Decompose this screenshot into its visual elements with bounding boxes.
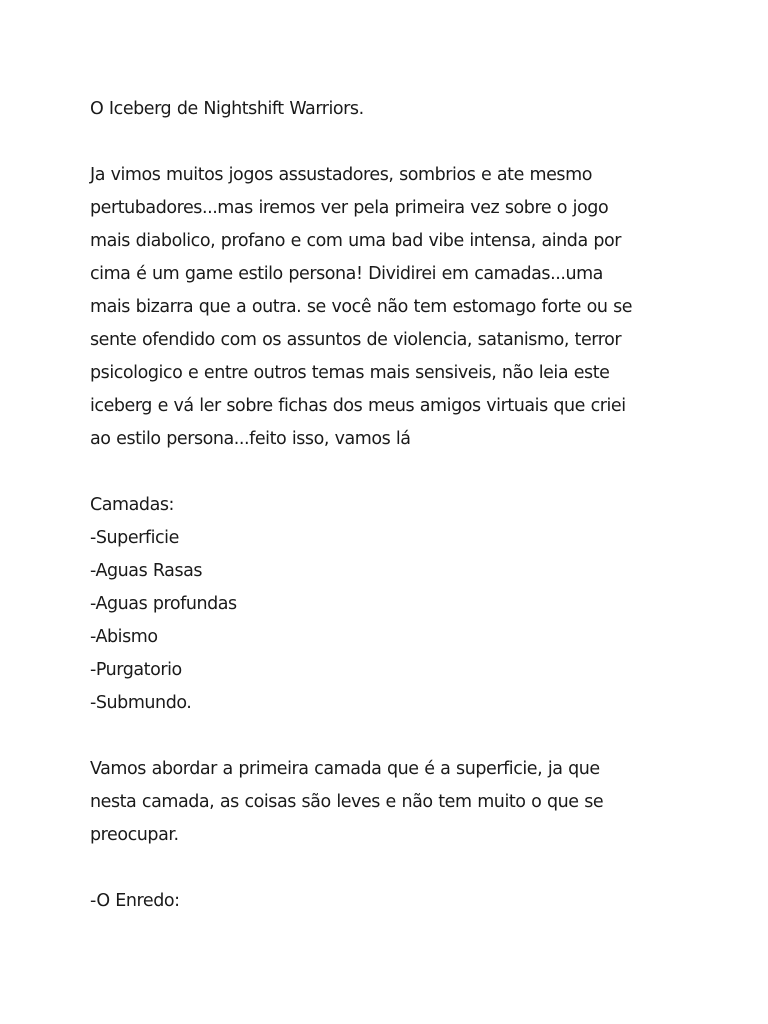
intro-line: iceberg e vá ler sobre fichas dos meus amigos virtuais que criei <box>90 396 626 416</box>
paragraph-gap <box>90 852 690 885</box>
list-item: -Aguas profundas <box>90 594 237 614</box>
list-item: -Aguas Rasas <box>90 561 203 581</box>
intro-line: cima é um game estilo persona! Dividirei em camadas...uma <box>90 264 603 284</box>
intro-line: mais diabolico, profano e com uma bad vibe intensa, ainda por <box>90 231 621 251</box>
paragraph-gap <box>90 126 690 159</box>
intro-line: sente ofendido com os assuntos de violencia, satanismo, terror <box>90 330 622 350</box>
list-item: -Superficie <box>90 528 179 548</box>
list-item: -Submundo. <box>90 693 192 713</box>
document-title: O Iceberg de Nightshift Warriors. <box>90 99 364 119</box>
list-item: -Purgatorio <box>90 660 182 680</box>
document-page <box>90 93 690 918</box>
intro-line: psicologico e entre outros temas mais sensiveis, não leia este <box>90 363 610 383</box>
section-line: preocupar. <box>90 825 179 845</box>
intro-line: ao estilo persona...feito isso, vamos lá <box>90 429 411 449</box>
section-line: nesta camada, as coisas são leves e não tem muito o que se <box>90 792 604 812</box>
intro-line: Ja vimos muitos jogos assustadores, sombrios e ate mesmo <box>90 165 592 185</box>
section-paragraph <box>90 753 690 852</box>
list-item: -Abismo <box>90 627 158 647</box>
intro-line: pertubadores...mas iremos ver pela primeira vez sobre o jogo <box>90 198 609 218</box>
layers-heading: Camadas: <box>90 495 174 515</box>
layers-list <box>90 522 690 720</box>
section-line: Vamos abordar a primeira camada que é a superficie, ja que <box>90 759 600 779</box>
intro-paragraph <box>90 159 690 456</box>
next-section-heading: -O Enredo: <box>90 891 180 911</box>
paragraph-gap <box>90 720 690 753</box>
paragraph-gap <box>90 456 690 489</box>
intro-line: mais bizarra que a outra. se você não tem estomago forte ou se <box>90 297 633 317</box>
